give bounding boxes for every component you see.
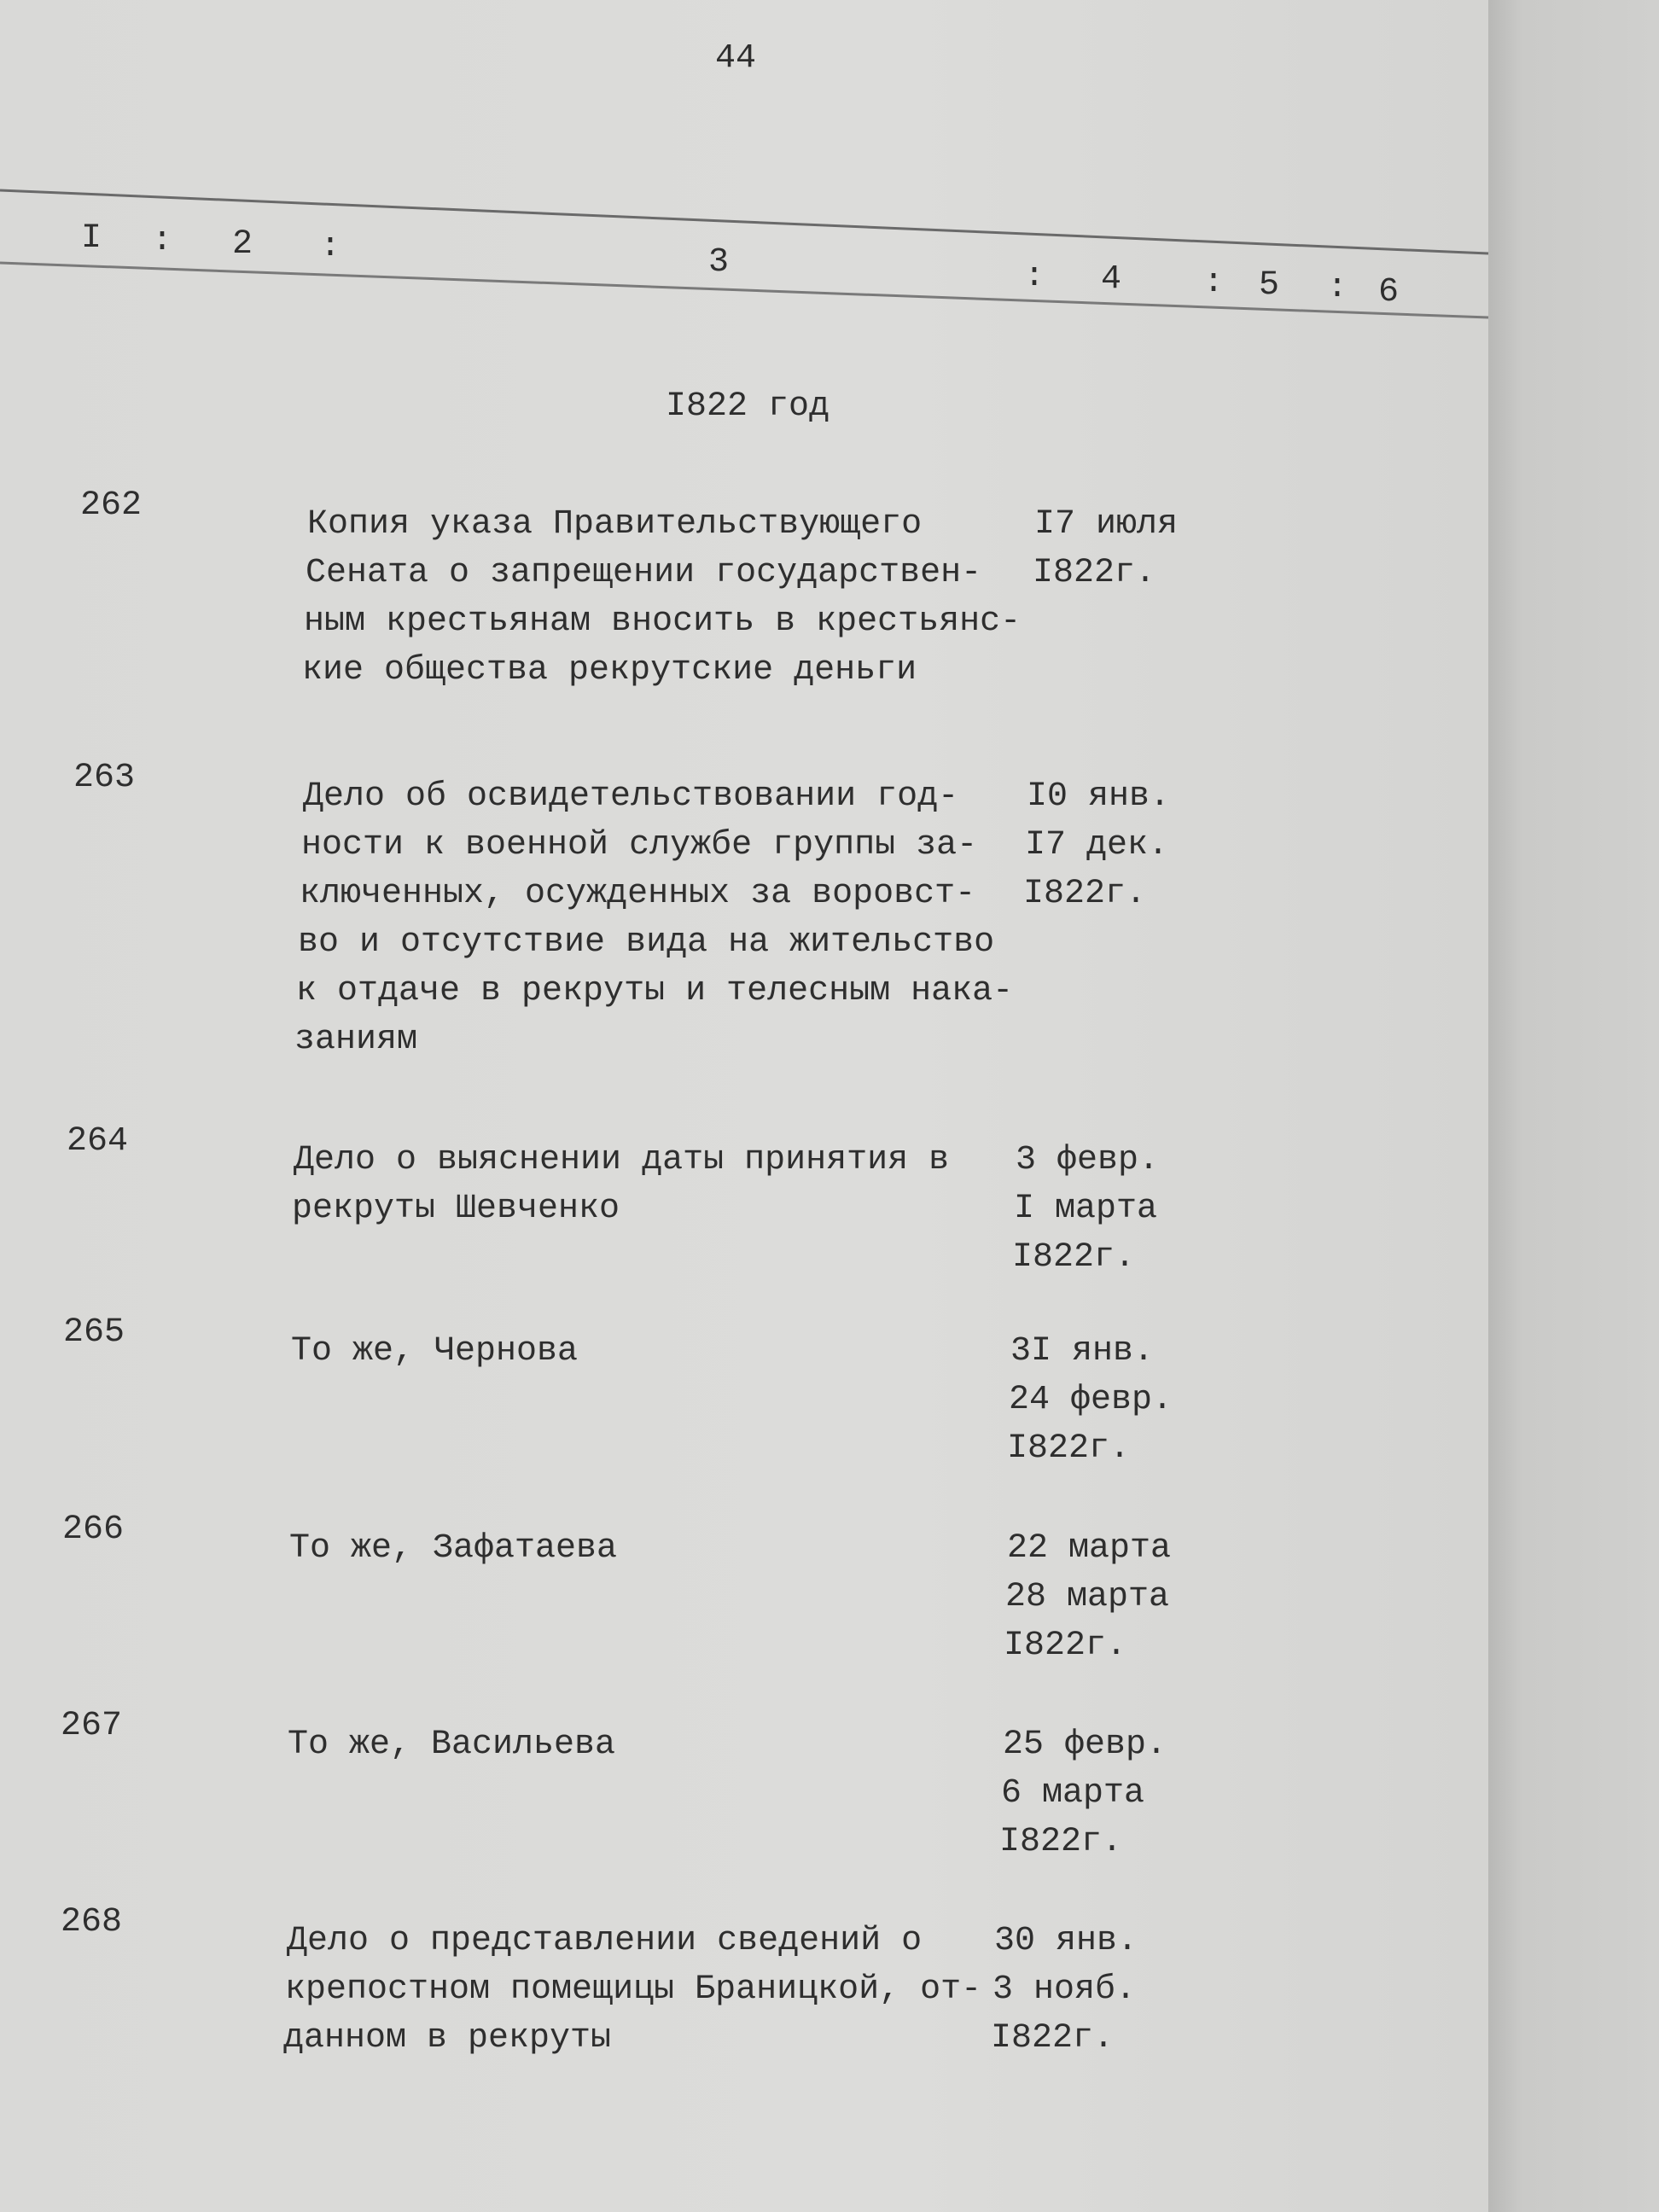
- column-number: 6: [1378, 273, 1400, 311]
- entry-description-line: То же, Васильева: [288, 1726, 616, 1764]
- entry-date-line: 24 февр.: [1009, 1381, 1173, 1419]
- entry-description-line: То же, Чернова: [291, 1332, 579, 1371]
- entry-date-line: I822г.: [1012, 1238, 1136, 1277]
- header-top-rule: [0, 190, 1488, 253]
- entry-description-line: Дело об освидетельствовании год-: [303, 777, 959, 816]
- column-number: I: [81, 219, 102, 258]
- entry-description-line: ности к военной службе группы за-: [301, 826, 978, 864]
- entry-date-line: I822г.: [1023, 875, 1147, 913]
- entry-description-line: То же, Зафатаева: [289, 1529, 618, 1568]
- entry-date-line: I0 янв.: [1027, 777, 1171, 816]
- entry-description-line: кие общества рекрутские деньги: [302, 651, 917, 690]
- page-number: 44: [715, 39, 757, 78]
- column-number: 4: [1101, 260, 1122, 299]
- section-title: I822 год: [666, 387, 830, 426]
- column-separator: :: [1327, 269, 1348, 307]
- entry-date-line: 22 марта: [1007, 1529, 1172, 1568]
- entry-date-line: 3 нояб.: [992, 1970, 1137, 2009]
- entry-description-line: крепостном помещицы Браницкой, от-: [285, 1970, 982, 2009]
- entry-description-line: рекруты Шевченко: [292, 1190, 620, 1228]
- column-separator: :: [1024, 258, 1045, 296]
- entry-description-line: ным крестьянам вносить в крестьянс-: [304, 602, 1022, 641]
- entry-date-line: I822г.: [999, 1823, 1123, 1861]
- entry-number: 264: [67, 1122, 129, 1161]
- entry-date-line: I марта: [1014, 1190, 1158, 1228]
- entry-description-line: во и отсутствие вида на жительство: [298, 923, 995, 962]
- column-separator: :: [1203, 264, 1225, 302]
- entry-description-line: к отдаче в рекруты и телесным нака-: [296, 972, 1014, 1010]
- column-number: 5: [1259, 266, 1280, 305]
- entry-description-line: данном в рекруты: [283, 2019, 612, 2058]
- entry-date-line: I822г.: [1033, 554, 1156, 592]
- column-separator: :: [152, 222, 173, 260]
- entry-description-line: Дело о выяснении даты принятия в: [294, 1141, 950, 1179]
- entry-date-line: 30 янв.: [994, 1922, 1138, 1960]
- entry-number: 267: [61, 1707, 123, 1745]
- entry-date-line: 3I янв.: [1010, 1332, 1155, 1371]
- entry-description-line: заниям: [294, 1021, 418, 1059]
- entry-date-line: 6 марта: [1001, 1774, 1145, 1813]
- entry-number: 268: [61, 1903, 123, 1941]
- entry-date-line: 3 февр.: [1016, 1141, 1160, 1179]
- entry-description-line: ключенных, осужденных за воровст-: [300, 875, 976, 913]
- entry-date-line: I7 июля: [1034, 505, 1179, 544]
- entry-date-line: I822г.: [1004, 1627, 1127, 1665]
- entry-description-line: Копия указа Правительствующего: [307, 505, 923, 544]
- entry-number: 265: [63, 1313, 125, 1352]
- entry-description-line: Сената о запрещении государствен-: [306, 554, 982, 592]
- entry-date-line: 25 февр.: [1003, 1726, 1167, 1764]
- entry-description-line: Дело о представлении сведений о: [287, 1922, 923, 1960]
- column-number: 3: [708, 243, 730, 282]
- entry-number: 262: [80, 486, 143, 525]
- entry-number: 263: [73, 759, 136, 797]
- entry-date-line: I7 дек.: [1025, 826, 1169, 864]
- column-number: 2: [232, 225, 253, 264]
- entry-date-line: I822г.: [991, 2019, 1115, 2058]
- column-separator: :: [320, 228, 341, 266]
- entry-date-line: 28 марта: [1005, 1578, 1170, 1616]
- entry-date-line: I822г.: [1007, 1429, 1131, 1468]
- entry-number: 266: [62, 1511, 125, 1549]
